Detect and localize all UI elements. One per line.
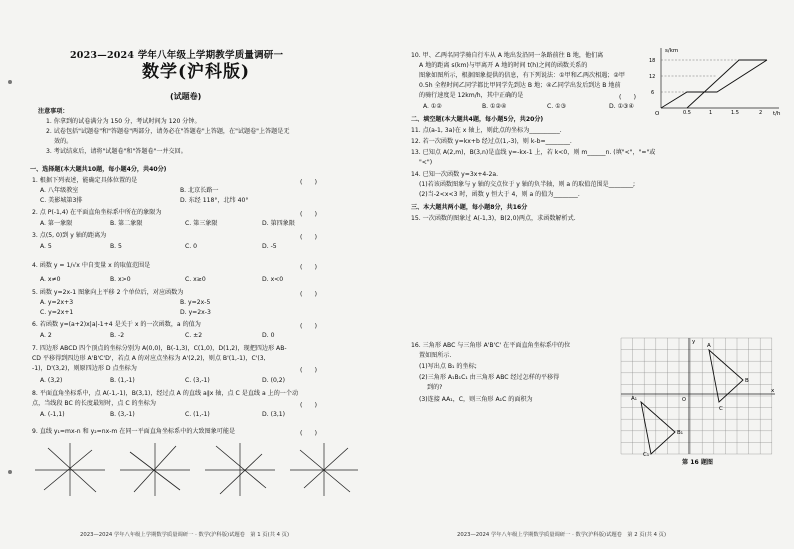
q9-graph-a [35, 443, 105, 496]
q11: 11. 点(a-1, 3a)在 x 轴上，则此点的坐标为__________. [411, 127, 562, 134]
section-3-header: 三、本大题共两小题，每小题8分，共16分 [411, 204, 528, 211]
q3-option-b: B. 5 [110, 243, 122, 250]
q16-part-2: (2)三角形 A₁B₁C₁ 由三角形 ABC 经过怎样的平移得 [419, 374, 560, 381]
q10-line-2: A 地的距离 s(km)与甲离开 A 地的时间 t(h)之间的函数关系的 [419, 62, 588, 69]
section-1-header: 一、选择题(本大题共10题，每小题4分，共40分) [30, 166, 167, 173]
q3-option-c: C. 0 [185, 243, 198, 250]
graph-ytick: 6 [651, 90, 655, 96]
q9-graph-b [120, 443, 190, 496]
right-page-footer: 2023—2024 学年八年级上学期数学质量调研一 · 数学(沪科版)试题卷 第 2 页(共 4 页) [457, 532, 667, 538]
graph-xtick: 1.5 [731, 110, 739, 116]
q8-option-d: D. (3,1) [262, 411, 286, 418]
q14-part-1: (1)若该函数图象与 y 轴的交点位于 y 轴的负半轴，则 a 的取值范围是________; [419, 181, 636, 188]
q8-option-b: B. (3,-1) [110, 411, 135, 418]
q13-cont: "<") [419, 159, 433, 166]
note-2: 2. 试卷包括"试题卷"和"答题卷"两部分，请务必在"答题卷"上答题，在"试题卷"上答题是无 [46, 128, 290, 135]
q10-line-4: 0.5h 全程时间乙同学都比甲同学先到达 B 地；④乙同学出发后到达 B 地前 [419, 82, 621, 89]
q9-graph-c [205, 443, 275, 496]
q7-option-a: A. (3,2) [40, 377, 63, 384]
q4-option-c: C. x≥0 [185, 276, 206, 283]
q12: 12. 若一次函数 y=kx+b 经过点(1,-3)，则 k-b=________. [411, 138, 572, 145]
q16-figure-caption: 第 16 题图 [682, 459, 714, 466]
q2-option-a: A. 第一象限 [40, 220, 73, 227]
answer-paren: ( ) [300, 179, 317, 186]
q5-option-d: D. y=2x-3 [180, 309, 211, 316]
q3-stem: 3. 点(5, 0)到 y 轴的距离为 [32, 232, 107, 239]
graph-line-jia [661, 60, 767, 108]
q1-stem: 1. 根据下列表述，能确定具体位置的是 [32, 177, 138, 184]
label-c: C [719, 406, 723, 412]
q9-option-graphs [30, 440, 360, 498]
q2-stem: 2. 点 P(-1,4) 在平面直角坐标系中所在的象限为 [32, 209, 162, 216]
paper-kind: (试题卷) [170, 92, 202, 101]
answer-paren: ( ) [300, 264, 317, 271]
q5-stem: 5. 函数 y=2x-1 图象向上平移 2 个单位后，对应函数为 [32, 289, 184, 296]
right-page [397, 0, 794, 549]
grid-x-label: x [771, 388, 775, 394]
q6-option-b: B. -2 [110, 332, 125, 339]
q10-option-b: B. ①②④ [482, 103, 507, 110]
q4-option-a: A. x≠0 [40, 276, 61, 283]
q7-option-b: B. (1,-1) [110, 377, 135, 384]
answer-paren: ( ) [619, 94, 636, 101]
answer-paren: ( ) [300, 211, 317, 218]
q1-option-a: A. 八年级教室 [40, 187, 79, 194]
q8-line-2: 点，当线段 BC 的长度最短时，点 C 的坐标为 [32, 400, 156, 407]
q8-option-a: A. (-1,1) [40, 411, 65, 418]
label-b: B [745, 378, 749, 384]
subject-title: 数学(沪科版) [142, 62, 251, 82]
q14-part-2: (2)当-2<x<3 时，函数 y 恒大于 4，则 a 的值为________. [419, 191, 580, 198]
grid-origin: O [682, 397, 686, 403]
graph-ytick: 12 [649, 74, 656, 80]
q16-part-1: (1)写出点 B₁ 的坐标; [419, 363, 477, 370]
label-b1: B₁ [677, 430, 683, 436]
graph-ylabel: s/km [665, 48, 679, 54]
answer-paren: ( ) [300, 402, 317, 409]
q5-option-c: C. y=2x+1 [40, 309, 74, 316]
graph-xlabel: t/h [773, 111, 781, 116]
q16-part-3: (3)连接 AA₁，C，则三角形 A₁C 的面积为 [419, 396, 533, 403]
graph-xtick: 1 [709, 110, 713, 116]
q10-line-3: 图象如图所示，根据图象提供的信息，有下列说法：①甲和乙两次相遇；②甲 [419, 72, 625, 79]
q6-stem: 6. 若函数 y=(a+2)x|a|-1+4 是关于 x 的一次函数，a 的值为 [32, 321, 201, 328]
q14-stem: 14. 已知一次函数 y=3x+4-2a. [411, 171, 499, 178]
graph-xtick: 2 [759, 110, 763, 116]
answer-paren: ( ) [300, 291, 317, 298]
binding-hole [8, 80, 12, 84]
q4-option-b: B. x>0 [110, 276, 131, 283]
q1-option-c: C. 美影城第3排 [40, 197, 83, 204]
q6-option-c: C. ±2 [185, 332, 203, 339]
q7-option-d: D. (0,2) [262, 377, 286, 384]
q1-option-d: D. 东经 118°，北纬 40° [180, 197, 249, 204]
q13: 13. 已知点 A(2,m)，B(3,n)是直线 y=-kx-1 上，若 k<0，则 m______n. (填"<"，"="或 [411, 149, 656, 156]
triangle-a1b1c1 [641, 402, 675, 454]
q9-graph-d [290, 443, 358, 496]
note-2-cont: 效的。 [54, 138, 73, 145]
q8-option-c: C. (1,-1) [185, 411, 210, 418]
q3-option-d: D. -5 [262, 243, 277, 250]
q16-line-2: 置如图所示. [419, 352, 452, 359]
note-3: 3. 考试结束后，请将"试题卷"和"答题卷"一并交回。 [46, 148, 187, 155]
section-2-header: 二、填空题(本大题共4题，每小题5分，共20分) [411, 116, 544, 123]
q7-line-1: 7. 四边形 ABCD 四个顶点的坐标分别为 A(0,0)，B(-1,3)，C(1,0)，D(1,2)，现把四边形 AB- [32, 345, 287, 352]
q15: 15. 一次函数的图象过 A(-1,3)，B(2,0)两点，求函数解析式. [411, 215, 576, 222]
q2-option-b: B. 第二象限 [110, 220, 143, 227]
q9-stem: 9. 直线 y₁=mx-n 和 y₂=nx-m 在同一平面直角坐标系中的大致图象可能是 [32, 428, 236, 435]
q3-option-a: A. 5 [40, 243, 52, 250]
notes-header: 注意事项： [38, 108, 69, 115]
graph-origin: O [655, 111, 660, 116]
q10-distance-time-graph [647, 44, 787, 116]
q10-line-1: 10. 甲、乙两名同学骑自行车从 A 地出发沿同一条路前往 B 地，他们离 [411, 52, 604, 59]
q10-option-d: D. ①③④ [609, 103, 634, 110]
graph-xtick: 0.5 [683, 110, 691, 116]
q16-coordinate-grid [619, 336, 779, 458]
q5-option-a: A. y=2x+3 [40, 299, 74, 306]
label-c1: C₁ [643, 452, 650, 458]
q7-line-3: -1)，D'(3,2)，则原四边形 D 点坐标为 [32, 365, 137, 372]
q6-option-d: D. 0 [262, 332, 275, 339]
q2-option-c: C. 第三象限 [185, 220, 218, 227]
q10-line-5: 的骑行速度是 12km/h，其中正确的是 [419, 92, 524, 99]
q6-option-a: A. 2 [40, 332, 52, 339]
binding-hole [8, 470, 12, 474]
q2-option-d: D. 第四象限 [262, 220, 295, 227]
answer-paren: ( ) [300, 323, 317, 330]
q16-part-2-cont: 到的? [427, 384, 443, 391]
note-1: 1. 你拿到的试卷满分为 150 分，考试时间为 120 分钟。 [46, 118, 201, 125]
answer-paren: ( ) [300, 234, 317, 241]
q7-line-2: CD 平移得到四边形 A'B'C'D'，若点 A 的对应点坐标为 A'(2,2)，则点 B'(1,-1)，C'(3, [32, 355, 266, 362]
q10-option-a: A. ①② [423, 103, 442, 110]
left-page-footer: 2023—2024 学年八年级上学期数学质量调研一 · 数学(沪科版)试题卷 第 1 页(共 4 页) [80, 532, 290, 538]
q4-option-d: D. x<0 [262, 276, 284, 283]
graph-ytick: 18 [649, 58, 656, 64]
q1-option-b: B. 北京长路一 [180, 187, 219, 194]
label-a: A [707, 343, 711, 349]
q7-option-c: C. (3,-1) [185, 377, 210, 384]
q16-line-1: 16. 三角形 ABC 与三角形 A'B'C' 在平面直角坐标系中的位 [411, 342, 571, 349]
exam-title: 2023—2024 学年八年级上学期教学质量调研一 [70, 50, 284, 61]
q4-stem: 4. 函数 y = 1/√x 中自变量 x 的取值范围是 [32, 262, 151, 269]
grid-y-label: y [692, 339, 696, 345]
q8-line-1: 8. 平面直角坐标系中，点 A(-1,-1)，B(3,1)，经过点 A 的直线 a∥x 轴，点 C 是直线 a 上的一个动 [32, 390, 299, 397]
answer-paren: ( ) [300, 367, 317, 374]
q10-option-c: C. ①③ [547, 103, 567, 110]
q5-option-b: B. y=2x-5 [180, 299, 211, 306]
label-a1: A₁ [631, 396, 637, 402]
answer-paren: ( ) [300, 430, 317, 437]
